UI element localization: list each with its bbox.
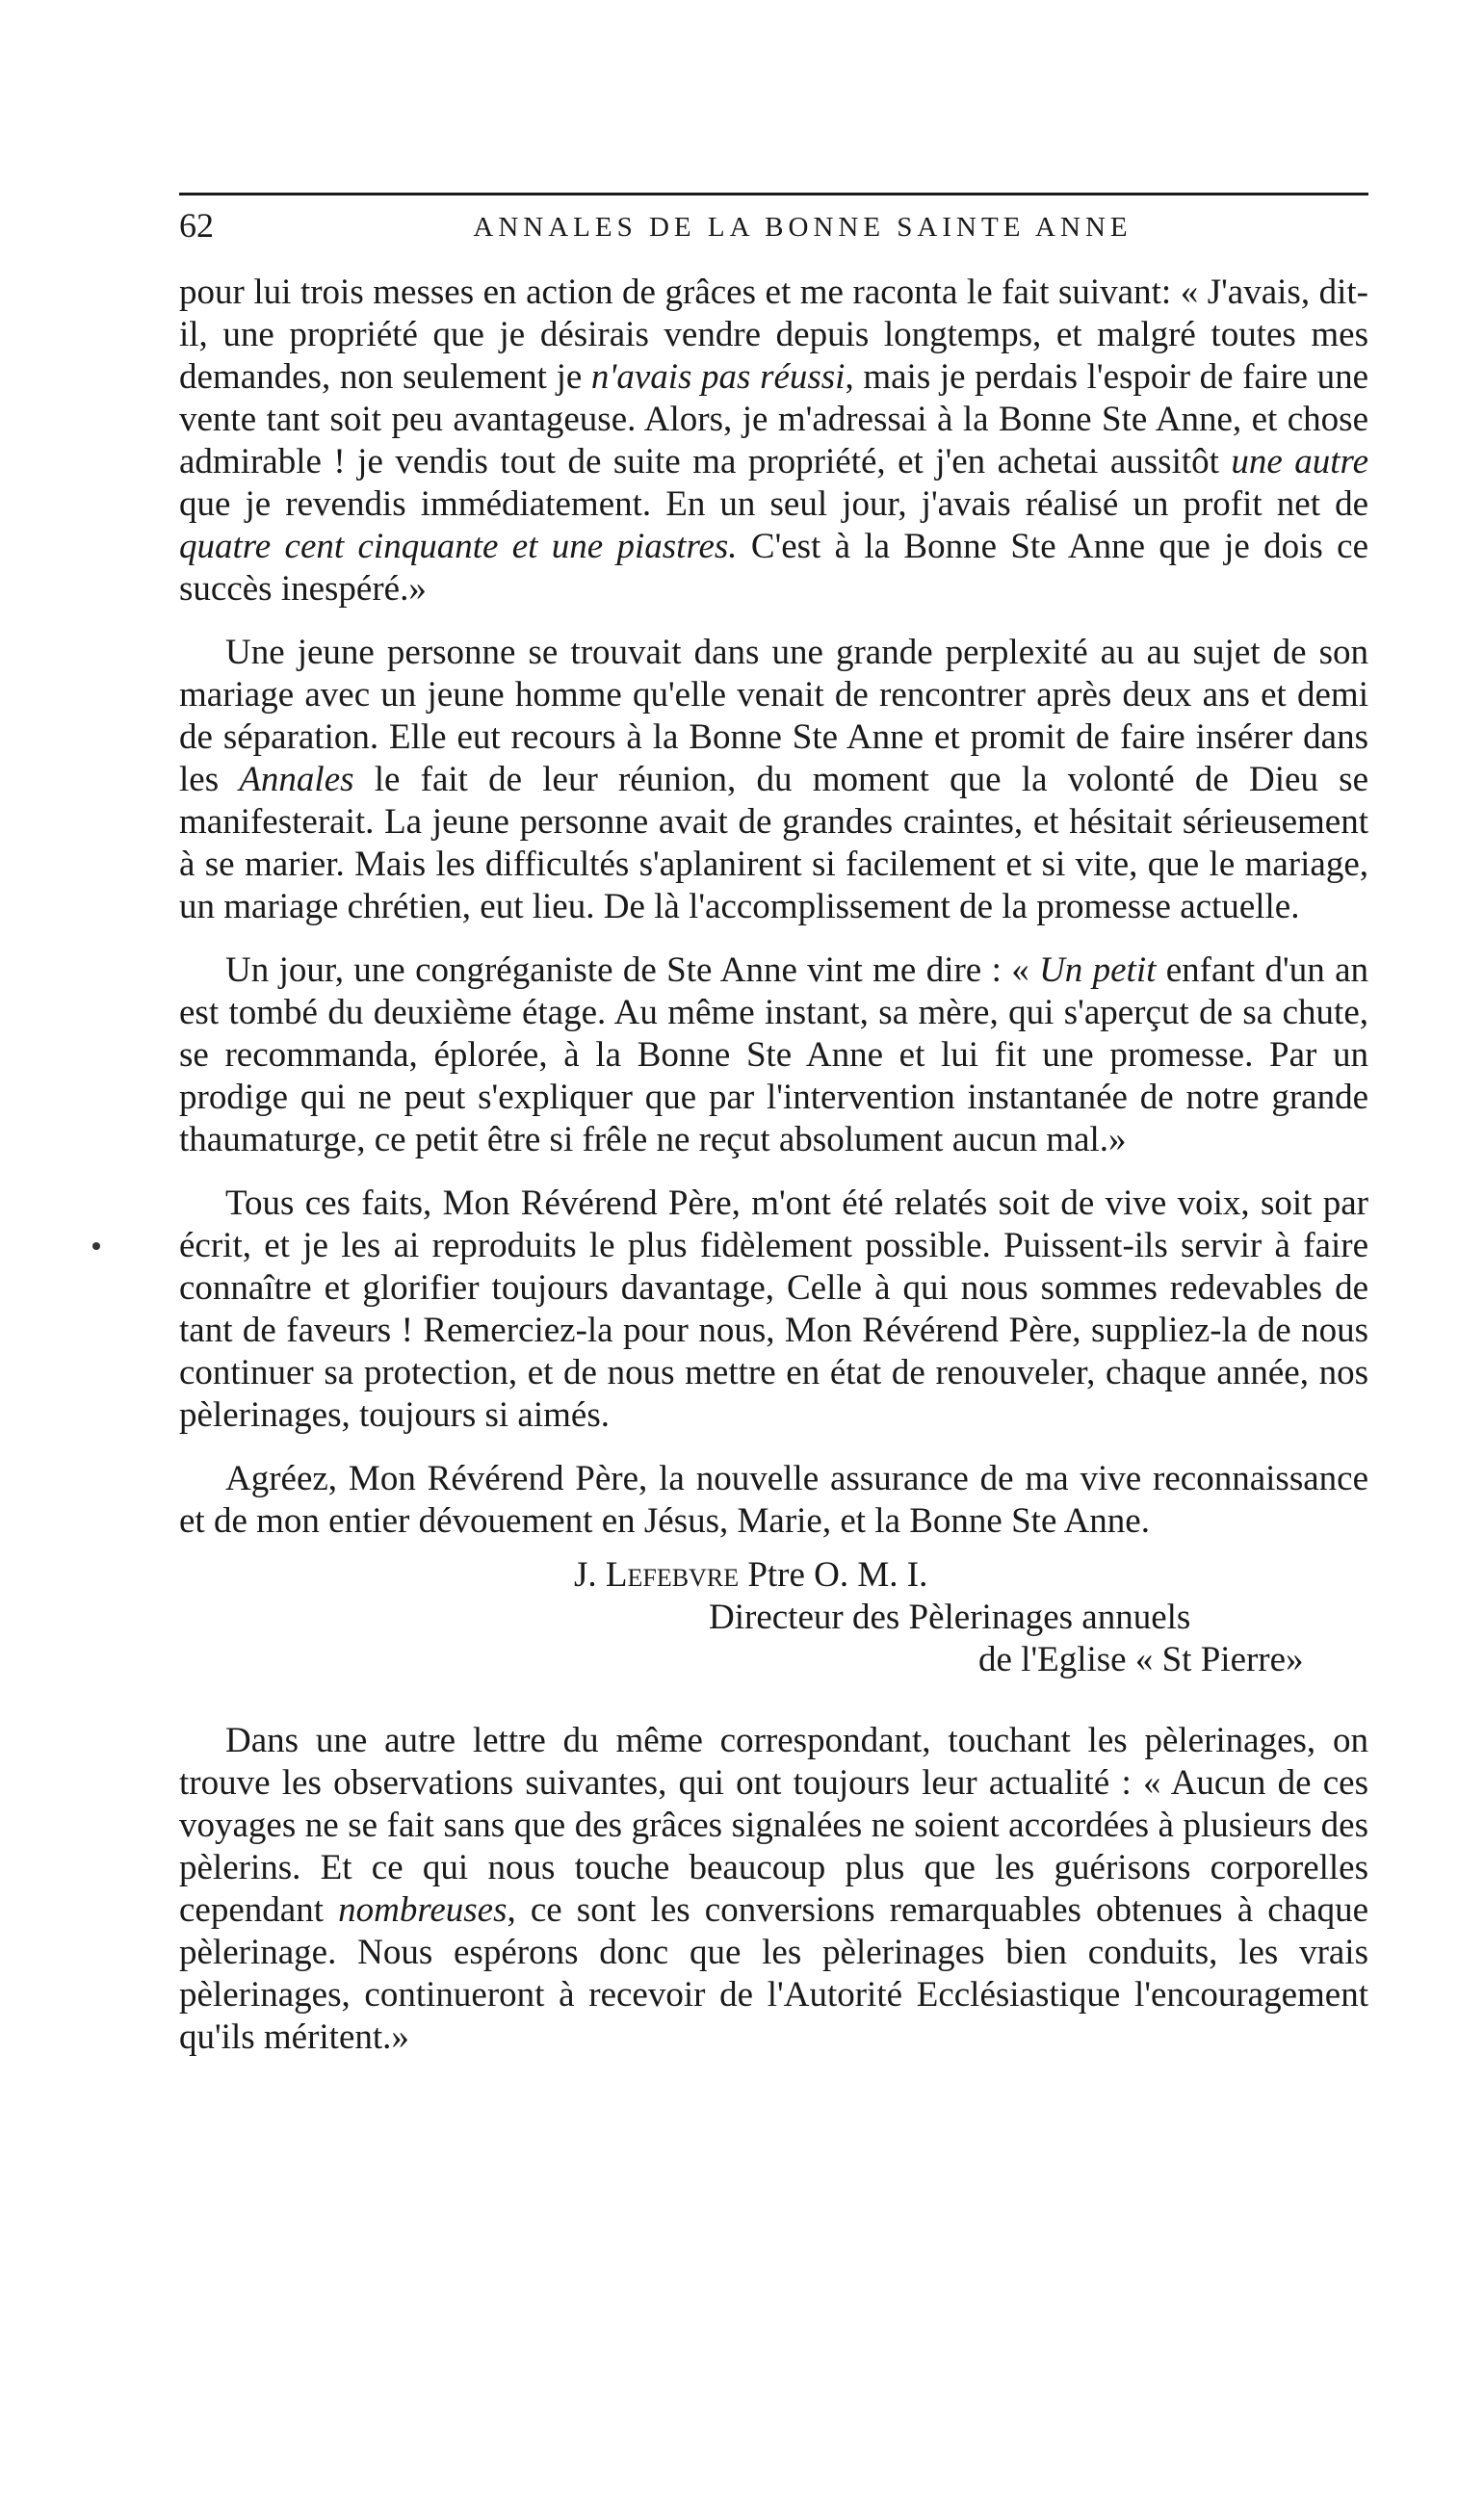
signature-surname: Lefebvre [605, 1555, 740, 1595]
text-run: que je revendis immédiatement. En un seul jour, j'avais réalisé un profit net de [179, 484, 1368, 524]
text-run: Tous ces faits, Mon Révérend Père, m'ont été relatés soit de vive voix, soit par écrit, et je les ai reproduits le plus fidèlement possible. Puissent-ils servir à faire connaître et glorifier toujours davantage, Celle à qui nous sommes redevables de tant de faveurs ! Remerciez-la pour nous, Mon Révérend Père, suppliez-la de nous continuer sa protection, et de nous mettre en état de renouveler, chaque année, nos pèlerinages, toujours si aimés. [179, 1183, 1368, 1435]
text-run: enfant d'un an est tombé du deuxième étage. Au même instant, sa mère, qui s'aperçut de sa chute, se recommanda, éplorée, à la Bonne Ste Anne et lui fit une promesse. Par un prodige qui ne peut s'expliquer que par l'intervention instantanée de notre grande thaumaturge, ce petit être si frêle ne reçut absolument aucun mal.» [179, 950, 1368, 1159]
paragraph-closing-salutation [179, 1458, 1368, 1543]
signature-block [179, 1554, 1368, 1681]
italic-text: Un petit [1039, 950, 1157, 990]
text-run: , ce sont les conversions remarquables obtenues à chaque pèlerinage. Nous espérons donc que les pèlerinages bien conduits, les vrais pèlerinages, continueront à recevoir de l'Autorité Ecclésiastique l'encouragement qu'ils méritent.» [179, 1890, 1368, 2057]
header-rule [179, 193, 1368, 195]
text-run: C'est à la Bonne Ste Anne que je dois ce succès inespéré.» [179, 527, 1369, 609]
text-run: pour lui trois messes en action de grâces et me raconta le fait suivant: « J'avais, dit-il, une propriété que je désirais vendre depuis longtemps, et malgré toutes mes demandes, non seulement je [179, 273, 1368, 397]
paragraph-thanks [179, 1183, 1368, 1437]
paragraph-other-letter [179, 1720, 1368, 2059]
italic-text: nombreuses [338, 1890, 508, 1930]
text-run: le fait de leur réunion, du moment que la volonté de Dieu se manifesterait. La jeune personne avait de grandes craintes, et hésitait sérieusement à se marier. Mais les difficultés s'aplanirent si facilement et si vite, que le mariage, un mariage chrétien, eut lieu. De là l'accomplissement de la promesse actuelle. [179, 760, 1368, 926]
paragraph-marriage-story [179, 632, 1368, 928]
italic-text: n'avais pas réussi [590, 357, 846, 397]
text-run: Dans une autre lettre du même correspondant, touchant les pèlerinages, on trouve les observations suivantes, qui ont toujours leur actualité : « Aucun de ces voyages ne se fait sans que des grâces signalées ne soient accordées à plusieurs des pèlerins. Et ce qui nous touche beaucoup plus que les guérisons corporelles cependant [179, 1721, 1368, 1930]
text-run: Agréez, Mon Révérend Père, la nouvelle assurance de ma vive reconnaissance et de mon entier dévouement en Jésus, Marie, et la Bonne Ste Anne. [179, 1459, 1368, 1541]
italic-text: Annales [239, 760, 354, 799]
italic-text: une autre [1231, 442, 1368, 481]
signature-title: Directeur des Pèlerinages annuels [709, 1598, 1191, 1637]
paragraph-continuation [179, 272, 1368, 611]
text-run: , mais je perdais l'espoir de faire une vente tant soit peu avantageuse. Alors, je m'adressai à la Bonne Ste Anne, et chose admirable ! je vendis tout de suite ma propriété, et j'en achetai aussitôt [179, 357, 1368, 481]
signature-initial: J. [574, 1555, 606, 1595]
signature-name [179, 1554, 1368, 1597]
paragraph-child-fall-story [179, 949, 1368, 1161]
text-run: Une jeune personne se trouvait dans une grande perplexité au au sujet de son mariage avec un jeune homme qu'elle venait de rencontrer après deux ans et demi de séparation. Elle eut recours à la Bonne Ste Anne et promit de faire insérer dans les [179, 633, 1368, 799]
text-run: Un jour, une congréganiste de Ste Anne vint me dire : « [225, 950, 1040, 990]
body-text [179, 272, 1368, 2080]
italic-text: quatre cent cinquante et une piastres. [179, 527, 738, 566]
running-title: ANNALES DE LA BONNE SAINTE ANNE [473, 212, 1133, 243]
page-header [179, 193, 1368, 250]
page-number: 62 [179, 206, 214, 245]
signature-place: de l'Eglise « St Pierre» [978, 1640, 1304, 1679]
signature-credentials: Ptre O. M. I. [739, 1555, 928, 1595]
margin-speck [92, 1242, 100, 1250]
